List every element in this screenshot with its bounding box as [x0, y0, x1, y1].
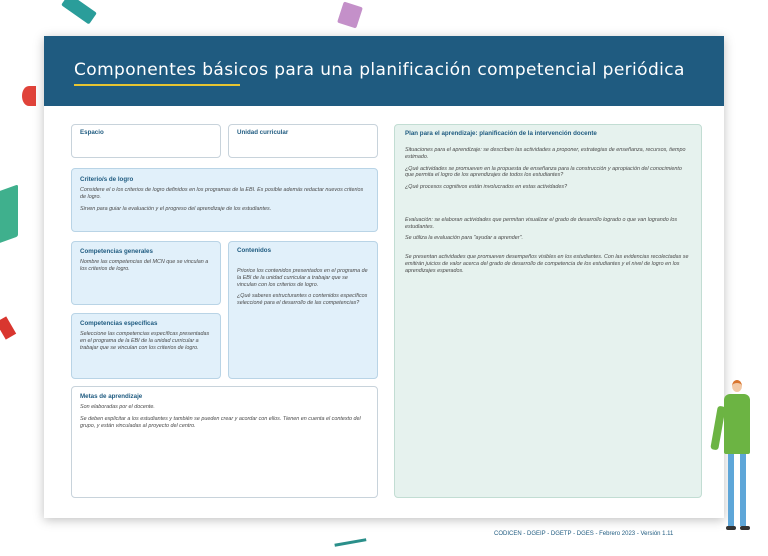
person-illustration: [712, 376, 762, 546]
box-metas-aprendizaje: [71, 386, 378, 498]
box-text: Evaluación: se elaboran actividades que permitan visualizar el grado de desarrollo logrado o que van logrando los estudiantes.: [405, 216, 678, 230]
box-label: Criterio/s de logro: [80, 176, 134, 183]
box-espacio: [71, 124, 221, 158]
page-title: Componentes básicos para una planificación competencial periódica: [74, 60, 685, 80]
box-competencias-generales: [71, 241, 221, 305]
box-label: Competencias específicas: [80, 320, 158, 327]
box-text: ¿Qué actividades se promueven en la propuesta de enseñanza para la construcción y apropiación del conocimiento que permita el logro de los aprendizajes de todos los estudiantes?: [405, 165, 682, 179]
ball-icon: [22, 86, 36, 106]
box-criterio-logro: [71, 168, 378, 232]
box-label: Metas de aprendizaje: [80, 393, 143, 400]
box-text: Se utiliza la evaluación para "ayudar a aprender".: [405, 235, 524, 242]
box-text: Se presentan actividades que promueven desempeños visibles en los estudiantes. Con las evidencias recolectadas se emitirán juicios de valor acerca del grado de desarrollo de competencia de los estudiantes y el nivel de logro en los aprendizajes esperados.: [405, 254, 689, 274]
box-label: Plan para el aprendizaje: planificación de la intervención docente: [405, 130, 597, 137]
box-text: ¿Qué procesos cognitivos están involucrados en estas actividades?: [405, 184, 568, 190]
book-icon: [337, 1, 363, 28]
person-head: [732, 380, 742, 392]
box-label: Unidad curricular: [237, 129, 289, 136]
box-text: ¿Qué saberes estructurantes o contenidos específicos seleccioné para el desarrollo de las competencias?: [237, 293, 368, 306]
box-text: Considere el o los criterios de logro definidos en los programas de la EBI. Es posible además redactar nuevos criterios de logro.: [80, 187, 364, 200]
box-competencias-especificas: [71, 313, 221, 379]
pencil-icon: [0, 316, 16, 339]
box-contenidos: [228, 241, 378, 379]
box-text: Son elaboradas por el docente.: [80, 404, 155, 410]
box-text: Nombre las competencias del MCN que se vinculan a los criterios de logro.: [80, 259, 209, 272]
footer-text: CODICEN - DGEIP - DGETP - DGES - Febrero 2023 - Versión 1.11: [494, 531, 674, 537]
laptop-icon: [0, 184, 18, 243]
box-label: Competencias generales: [80, 248, 153, 255]
person-shoe: [726, 526, 736, 530]
person-leg: [728, 454, 734, 526]
box-text: Sirven para guiar la evaluación y el progreso del aprendizaje de los estudiantes.: [80, 205, 272, 212]
person-body: [724, 394, 750, 454]
box-text: Situaciones para el aprendizaje: se describen las actividades a proponer, estrategias de enseñanza, recursos, tiempo estimado.: [405, 147, 686, 160]
box-text: Priorice los contenidos presentados en el programa de la EBI de la unidad curricular a trabajar que se vinculan con los criterios de logro.: [237, 268, 368, 288]
slide-header: [44, 36, 724, 106]
slide: [44, 36, 724, 518]
box-text: Seleccione las competencias específicas presentadas en el programa de la EBI de la unidad curricular a trabajar que se vinculan con los criterios de logro.: [80, 331, 210, 351]
box-label: Contenidos: [237, 247, 272, 254]
pencil-icon: [61, 0, 97, 24]
box-plan-aprendizaje: [394, 124, 702, 498]
box-unidad-curricular: [228, 124, 378, 158]
scribble-icon: [334, 533, 367, 546]
person-leg: [740, 454, 746, 526]
box-label: Espacio: [80, 129, 104, 136]
box-text: Se deben explicitar a los estudiantes y también se pueden crear y acordar con ellos. Tienen en cuenta el contexto del grupo, y están vinculadas al proyecto del centro.: [80, 415, 361, 429]
title-underline: [74, 84, 240, 86]
person-shoe: [740, 526, 750, 530]
